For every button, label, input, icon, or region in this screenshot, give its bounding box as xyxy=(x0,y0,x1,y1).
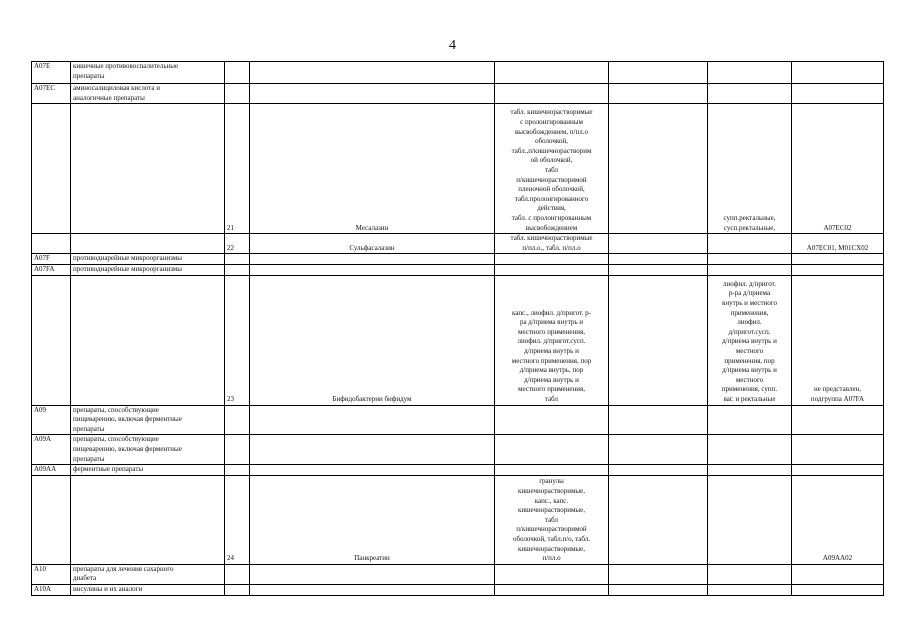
atc-code-cell-text: не представлен, подгруппа A07FA xyxy=(810,385,865,403)
code-cell-text: A10 xyxy=(34,564,47,573)
group-name-cell xyxy=(71,84,225,104)
code-cell xyxy=(32,564,71,584)
code-cell xyxy=(32,405,71,435)
group-row xyxy=(32,254,884,265)
dosage-forms-2-cell xyxy=(708,234,792,254)
dosage-forms-2-cell-text: лиофил. д/пригот. р-ра д/приема внутрь и местного применения, лиофил. д/пригот.сусп. д/приема внутрь и местного применения, пор д/приема внутрь и местного применения, супп. ваг. и ректальные xyxy=(721,279,778,403)
atc-code-cell xyxy=(792,465,884,476)
dosage-forms-cell xyxy=(495,264,609,275)
dosage-forms-cell xyxy=(495,234,609,254)
drug-row xyxy=(32,234,884,254)
group-name-cell xyxy=(71,234,225,254)
group-row xyxy=(32,405,884,435)
code-cell xyxy=(32,475,71,564)
dosage-forms-cell-text: табл. кишечнорастворимые п/пл.о., табл. п/пл.о xyxy=(510,234,593,252)
empty-cell xyxy=(609,564,708,584)
atc-code-cell-text: A09AA02 xyxy=(822,554,853,563)
atc-code-cell xyxy=(792,564,884,584)
drug-name-cell-text: Сульфасалазин xyxy=(349,243,395,252)
group-name-cell xyxy=(71,104,225,234)
empty-cell xyxy=(609,475,708,564)
number-cell xyxy=(225,465,250,476)
number-cell-text: 22 xyxy=(227,243,234,252)
dosage-forms-2-cell xyxy=(708,84,792,104)
group-name-cell-text: аминосалициловая кислота и аналогичные препараты xyxy=(73,84,160,102)
group-name-cell xyxy=(71,264,225,275)
group-name-cell xyxy=(71,435,225,465)
code-cell-text: A09A xyxy=(34,435,52,444)
group-name-cell xyxy=(71,465,225,476)
dosage-forms-2-cell xyxy=(708,275,792,405)
dosage-forms-2-cell xyxy=(708,62,792,84)
code-cell-text: A07E xyxy=(34,62,51,70)
code-cell-text: A09AA xyxy=(34,465,57,474)
dosage-forms-cell xyxy=(495,405,609,435)
dosage-forms-cell xyxy=(495,62,609,84)
empty-cell xyxy=(609,264,708,275)
code-cell-text: A07FA xyxy=(34,264,55,273)
drug-name-cell xyxy=(250,62,495,84)
group-name-cell xyxy=(71,475,225,564)
atc-code-cell xyxy=(792,435,884,465)
drug-name-cell xyxy=(250,564,495,584)
atc-code-cell xyxy=(792,84,884,104)
atc-code-cell xyxy=(792,275,884,405)
group-name-cell-text: противодиарейные микроорганизмы xyxy=(73,264,182,273)
drug-name-cell xyxy=(250,475,495,564)
dosage-forms-2-cell xyxy=(708,405,792,435)
code-cell xyxy=(32,254,71,265)
group-name-cell xyxy=(71,405,225,435)
dosage-forms-cell xyxy=(495,564,609,584)
code-cell xyxy=(32,465,71,476)
atc-code-cell xyxy=(792,475,884,564)
code-cell xyxy=(32,264,71,275)
code-cell xyxy=(32,275,71,405)
code-cell xyxy=(32,62,71,84)
dosage-forms-2-cell xyxy=(708,465,792,476)
dosage-forms-cell xyxy=(495,435,609,465)
code-cell xyxy=(32,84,71,104)
dosage-forms-cell xyxy=(495,275,609,405)
number-cell-text: 23 xyxy=(227,394,234,403)
drug-name-cell xyxy=(250,254,495,265)
group-name-cell xyxy=(71,62,225,84)
atc-code-cell xyxy=(792,104,884,234)
drug-name-cell xyxy=(250,275,495,405)
drug-name-cell xyxy=(250,584,495,595)
drug-name-cell xyxy=(250,405,495,435)
drug-name-cell xyxy=(250,435,495,465)
atc-code-cell xyxy=(792,234,884,254)
code-cell xyxy=(32,104,71,234)
atc-code-cell xyxy=(792,405,884,435)
group-name-cell-text: ферментные препараты xyxy=(73,465,144,474)
dosage-forms-cell-text: капс., лиофил. д/пригот. р- ра д/приема внутрь и местного применения, лиофил. д/пригот.сусп. д/приема внутрь и местного применения, пор д/приема внутрь, пор д/приема внутрь и местного применения, табл xyxy=(511,308,592,403)
number-cell xyxy=(225,234,250,254)
number-cell-text: 21 xyxy=(227,223,234,232)
number-cell xyxy=(225,104,250,234)
dosage-forms-cell-text: табл. кишечнорастворимые с пролонгированным высвобождением, п/пл.о оболочкой, табл.,п/кишечнорастворим ой оболочкой, табл п/кишечнорастворимой пленочной оболочкой, табл.пролонгированного действия, табл. с пролонгированным высвобождением xyxy=(510,108,593,232)
empty-cell xyxy=(609,234,708,254)
group-row xyxy=(32,584,884,595)
atc-code-cell-text: A07EC01, M01CX02 xyxy=(806,243,869,252)
dosage-forms-2-cell-text: супп.ректальные, сусп.ректальные, xyxy=(723,214,776,232)
number-cell xyxy=(225,254,250,265)
number-cell xyxy=(225,475,250,564)
group-name-cell-text: препараты, способствующие пищеварению, включая ферментные препараты xyxy=(73,435,182,463)
drug-name-cell xyxy=(250,264,495,275)
dosage-forms-2-cell xyxy=(708,264,792,275)
group-name-cell-text: препараты для лечения сахарного диабета xyxy=(73,564,174,583)
group-row xyxy=(32,62,884,84)
number-cell xyxy=(225,275,250,405)
group-name-cell xyxy=(71,254,225,265)
dosage-forms-cell xyxy=(495,475,609,564)
atc-code-cell-text: A07EC02 xyxy=(823,223,852,232)
drug-row xyxy=(32,275,884,405)
dosage-forms-cell xyxy=(495,254,609,265)
empty-cell xyxy=(609,465,708,476)
drug-row xyxy=(32,475,884,564)
number-cell xyxy=(225,584,250,595)
dosage-forms-cell xyxy=(495,84,609,104)
number-cell-text: 24 xyxy=(227,554,234,563)
empty-cell xyxy=(609,84,708,104)
dosage-forms-2-cell xyxy=(708,475,792,564)
empty-cell xyxy=(609,254,708,265)
drug-name-cell-text: Бифидобактерии бифидум xyxy=(332,394,412,403)
atc-code-cell xyxy=(792,264,884,275)
dosage-forms-2-cell xyxy=(708,104,792,234)
empty-cell xyxy=(609,62,708,84)
empty-cell xyxy=(609,435,708,465)
code-cell xyxy=(32,584,71,595)
group-row xyxy=(32,435,884,465)
code-cell-text: A07EC xyxy=(34,84,55,92)
code-cell-text: A09 xyxy=(34,405,47,414)
group-name-cell-text: противодиарейные микроорганизмы xyxy=(73,254,182,263)
group-name-cell xyxy=(71,564,225,584)
atc-code-cell xyxy=(792,584,884,595)
dosage-forms-cell-text: гранулы кишечнорастворимые, капс., капс. кишечнорастворимые, табл п/кишечнорастворимой оболочкой, табл.п/о, табл. кишечнорастворимые, п/пл.о xyxy=(512,477,591,563)
empty-cell xyxy=(609,104,708,234)
drug-name-cell xyxy=(250,234,495,254)
dosage-forms-2-cell xyxy=(708,584,792,595)
dosage-forms-cell xyxy=(495,584,609,595)
group-row xyxy=(32,264,884,275)
code-cell-text: A07F xyxy=(34,254,50,263)
number-cell xyxy=(225,564,250,584)
empty-cell xyxy=(609,584,708,595)
atc-code-cell xyxy=(792,254,884,265)
drug-name-cell xyxy=(250,84,495,104)
number-cell xyxy=(225,405,250,435)
number-cell xyxy=(225,435,250,465)
dosage-forms-2-cell xyxy=(708,435,792,465)
dosage-forms-2-cell xyxy=(708,564,792,584)
empty-cell xyxy=(609,405,708,435)
group-row xyxy=(32,564,884,584)
drug-registry-table xyxy=(31,61,884,596)
group-row xyxy=(32,84,884,104)
dosage-forms-2-cell xyxy=(708,254,792,265)
code-cell xyxy=(32,435,71,465)
drug-name-cell-text: Панкреатин xyxy=(354,554,390,563)
group-name-cell-text: кишечные противовоспалительные препараты xyxy=(73,62,179,80)
group-name-cell-text: инсулины и их аналоги xyxy=(73,584,143,593)
number-cell xyxy=(225,84,250,104)
dosage-forms-cell xyxy=(495,104,609,234)
number-cell xyxy=(225,62,250,84)
drug-name-cell xyxy=(250,465,495,476)
drug-name-cell-text: Месалазин xyxy=(355,223,389,232)
number-cell xyxy=(225,264,250,275)
page-number: 4 xyxy=(449,38,456,53)
drug-row xyxy=(32,104,884,234)
group-name-cell xyxy=(71,584,225,595)
empty-cell xyxy=(609,275,708,405)
group-name-cell-text: препараты, способствующие пищеварению, включая ферментные препараты xyxy=(73,405,182,433)
atc-code-cell xyxy=(792,62,884,84)
group-name-cell xyxy=(71,275,225,405)
code-cell-text: A10A xyxy=(34,584,52,593)
drug-name-cell xyxy=(250,104,495,234)
group-row xyxy=(32,465,884,476)
code-cell xyxy=(32,234,71,254)
dosage-forms-cell xyxy=(495,465,609,476)
